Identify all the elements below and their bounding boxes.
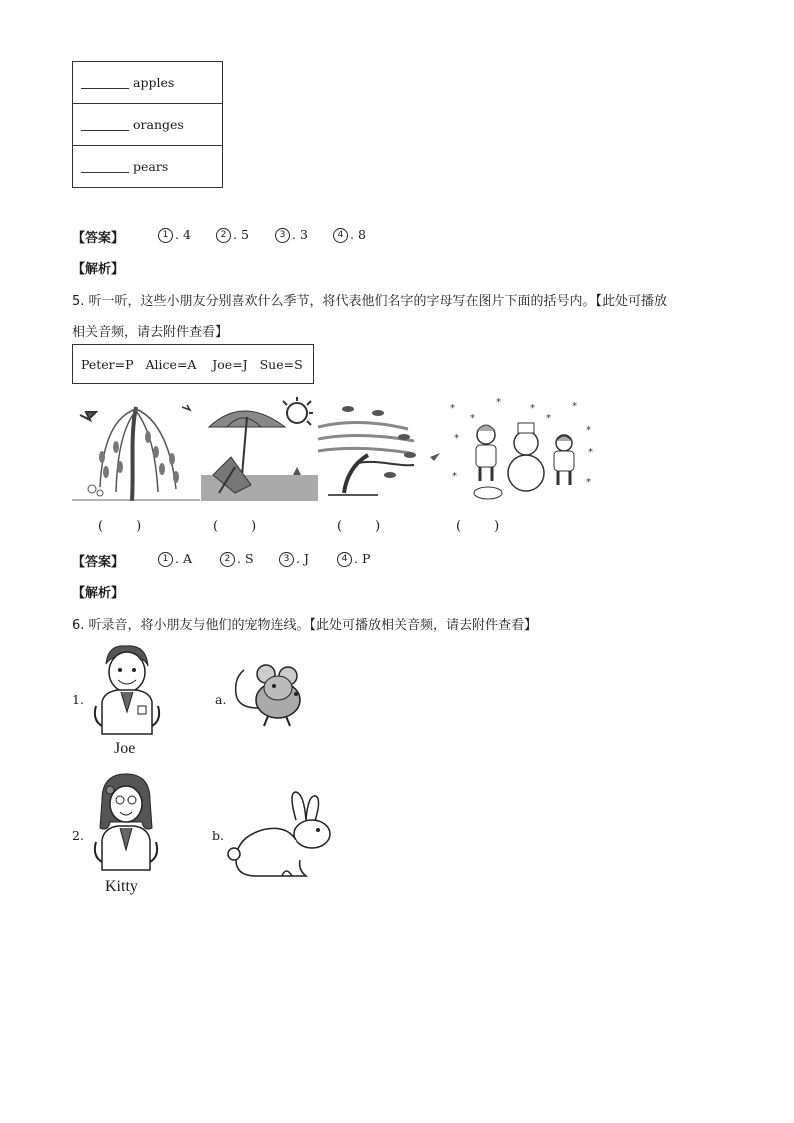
answer-label: 【答案】 — [72, 231, 125, 246]
analysis-label: 【解析】 — [72, 262, 125, 277]
answer-label: 【答案】 — [72, 555, 125, 570]
table-row — [73, 104, 222, 146]
blank-line — [81, 76, 129, 89]
circled-number: 2 — [216, 228, 231, 243]
svg-text:*: * — [530, 403, 535, 414]
circled-number: 3 — [279, 552, 294, 567]
svg-text:*: * — [450, 403, 455, 414]
answer-parens: ( ) — [337, 519, 381, 534]
kitty-girl-picture — [88, 770, 164, 874]
winter-snowman-picture — [426, 397, 598, 501]
question-text: 相关音频，请去附件查看】 — [72, 325, 229, 340]
answer-value: . J — [296, 551, 309, 566]
pet-letter: a. — [215, 692, 227, 707]
answer-value: . 3 — [292, 227, 308, 242]
table-row — [73, 146, 222, 187]
svg-text:*: * — [586, 425, 591, 436]
kid-number: 2. — [72, 828, 84, 843]
circled-number: 4 — [333, 228, 348, 243]
answer-item — [216, 227, 249, 243]
table-row — [73, 62, 222, 104]
svg-text:*: * — [588, 447, 593, 458]
answer-item — [333, 227, 366, 243]
rabbit-icon — [226, 790, 334, 880]
answer-value: . 8 — [350, 227, 366, 242]
answer-parens: ( ) — [213, 519, 257, 534]
question-text: 6. 听录音，将小朋友与他们的宠物连线。【此处可播放相关音频，请去附件查看】 — [72, 618, 538, 633]
fruit-word: apples — [133, 75, 175, 90]
name-key-box — [72, 344, 314, 384]
answer-item — [158, 227, 191, 243]
joe-boy-picture — [88, 642, 164, 738]
fruit-word: pears — [133, 159, 169, 174]
analysis-label: 【解析】 — [72, 586, 125, 601]
svg-text:*: * — [586, 477, 591, 488]
summer-beach-picture — [201, 397, 319, 501]
q4-answer-row — [72, 227, 124, 246]
circled-number: 3 — [275, 228, 290, 243]
answer-value: . A — [175, 551, 192, 566]
kid-name: Joe — [114, 740, 136, 757]
svg-text:*: * — [452, 471, 457, 482]
answer-parens: ( ) — [456, 519, 500, 534]
answer-item — [158, 551, 192, 567]
answer-item — [337, 551, 370, 567]
circled-number: 1 — [158, 552, 173, 567]
circled-number: 4 — [337, 552, 352, 567]
answer-value: . 5 — [233, 227, 249, 242]
pet-letter: b. — [212, 828, 224, 843]
fruit-word: oranges — [133, 117, 184, 132]
kid-number: 1. — [72, 692, 84, 707]
answer-parens: ( ) — [98, 519, 142, 534]
answer-item — [279, 551, 309, 567]
question-text: 5. 听一听，这些小朋友分别喜欢什么季节，将代表他们名字的字母写在图片下面的括号内。【此处可播放 — [72, 294, 668, 309]
answer-value: . 4 — [175, 227, 191, 242]
svg-text:*: * — [546, 413, 551, 424]
answer-item — [275, 227, 308, 243]
fruit-table — [72, 61, 223, 188]
autumn-wind-picture — [318, 397, 418, 501]
spring-willow-picture — [72, 397, 200, 501]
name-key-text: Peter=P Alice=A Joe=J Sue=S — [81, 356, 303, 372]
svg-text:*: * — [572, 401, 577, 412]
answer-value: . P — [354, 551, 371, 566]
svg-text:*: * — [470, 413, 475, 424]
answer-value: . S — [237, 551, 254, 566]
mouse-icon — [228, 658, 308, 734]
kid-name: Kitty — [105, 878, 138, 895]
blank-line — [81, 160, 129, 173]
circled-number: 2 — [220, 552, 235, 567]
answer-item — [220, 551, 254, 567]
svg-text:*: * — [496, 397, 501, 408]
blank-line — [81, 118, 129, 131]
svg-text:*: * — [454, 433, 459, 444]
circled-number: 1 — [158, 228, 173, 243]
